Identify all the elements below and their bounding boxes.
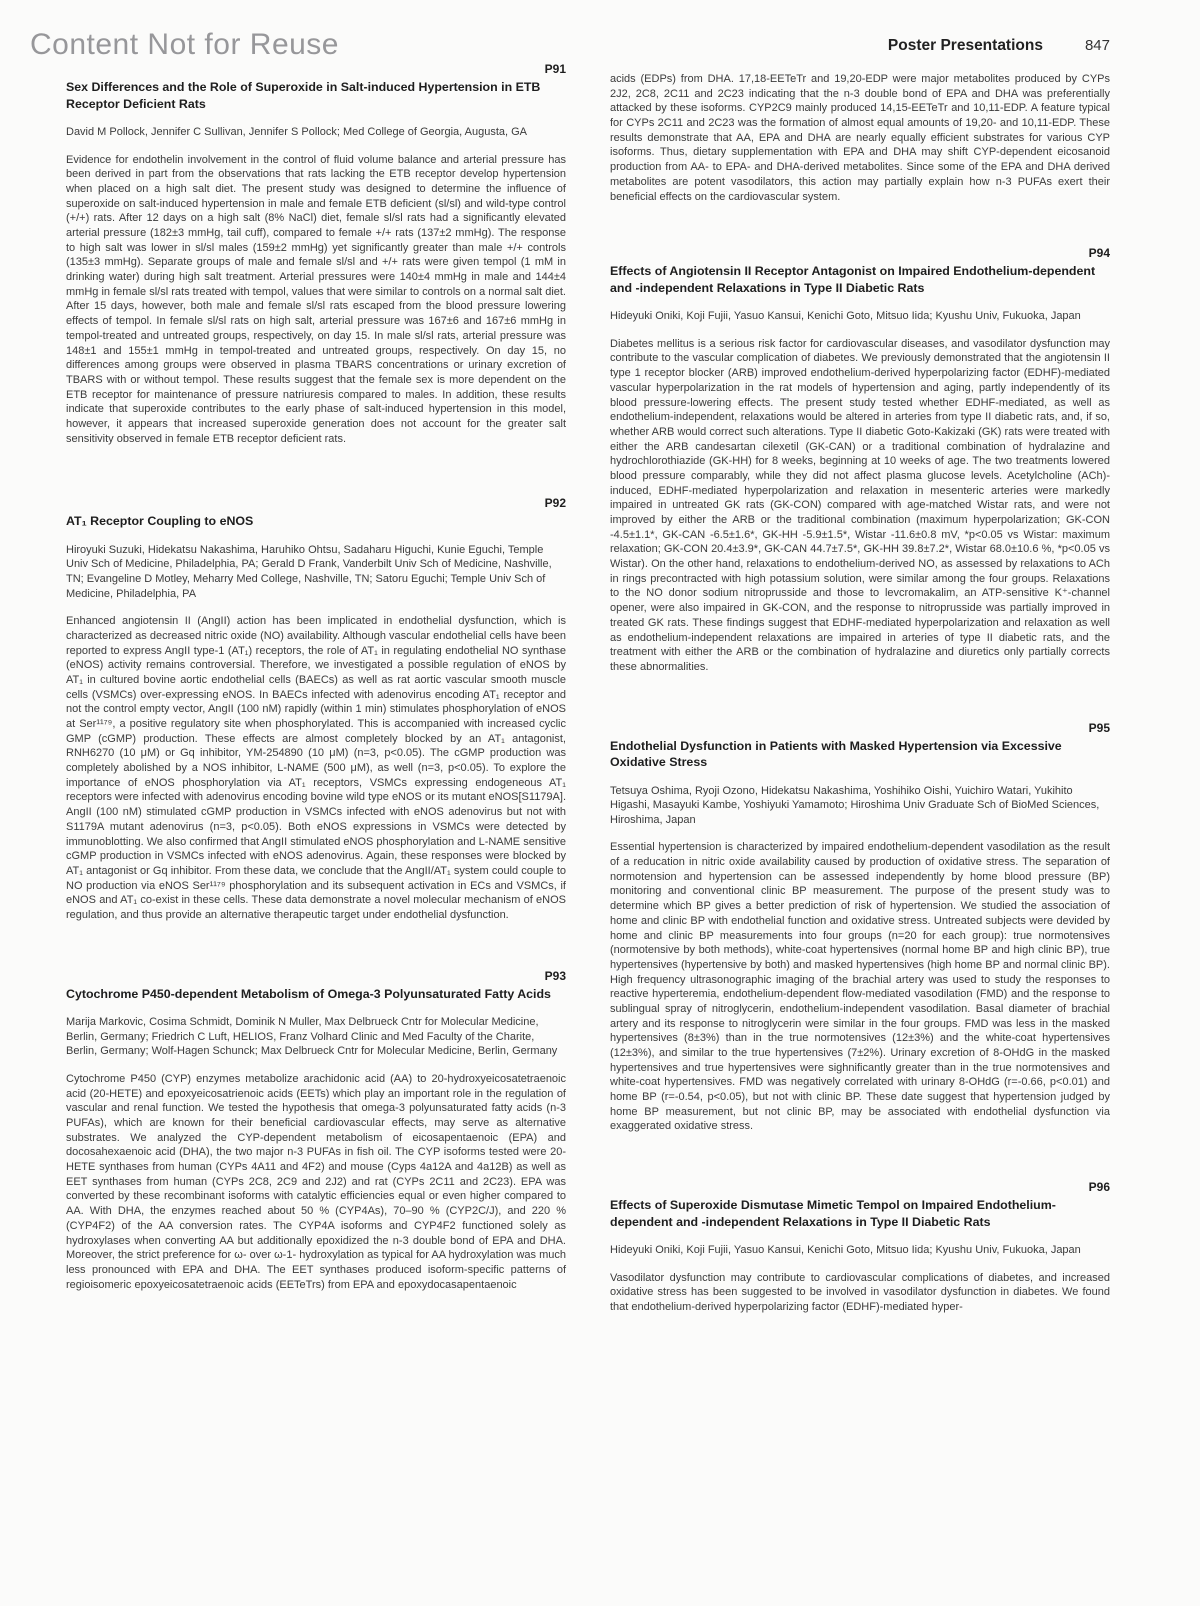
abstract-title: Effects of Superoxide Dismutase Mimetic Tempol on Impaired Endothelium-dependent and -independent Relaxations in Type II Diabetic Rats	[610, 1198, 1056, 1229]
right-column	[610, 72, 1110, 1315]
abstract-authors: Tetsuya Oshima, Ryoji Ozono, Hidekatsu Nakashima, Yoshihiko Oishi, Yuichiro Watari, Yukihito Higashi, Masayuki Kambe, Yoshiyuki Yamamoto; Hiroshima Univ Graduate Sch of BioMed Sciences, Hiroshima, Japan	[610, 784, 1100, 826]
abstract-p93-continuation: acids (EDPs) from DHA. 17,18-EETeTr and 19,20-EDP were major metabolites produced by CYPs 2J2, 2C8, 2C11 and 2C23 indicating that the n-3 double bond of EPA and DHA was preferentially attacked by these isoforms. CYP2C9 mainly produced 14,15-EETeTr and 10,11-EDP. A feature typical for CYPs 2C11 and 2C23 was the formation of almost equal amounts of 19,20- and 10,11-EDP. These results demonstrate that AA, EPA and DHA are nearly equally efficient substrates for various CYP isoforms. Thus, dietary supplementation with EPA and DHA may shift CYP-dependent eicosanoid production from AA- to EPA- and DHA-derived metabolites. Since some of the EPA and DHA derived metabolites are potent vasodilators, this action may partially explain how n-3 PUFAs exert their beneficial effects on the cardiovascular system.	[610, 73, 1110, 203]
abstract-title: Sex Differences and the Role of Superoxide in Salt-induced Hypertension in ETB Receptor Deficient Rats	[66, 80, 541, 111]
abstract-title: Cytochrome P450-dependent Metabolism of Omega-3 Polyunsaturated Fatty Acids	[66, 986, 551, 1001]
running-header	[610, 37, 1110, 55]
abstract-body: Enhanced angiotensin II (AngII) action has been implicated in endothelial dysfunction, which is characterized as decreased nitric oxide (NO) availability. Although vascular endothelial cells have been reported to express AngII type-1 (AT₁) receptors, the role of AT₁ in regulating endothelial NO synthase (eNOS) activity remains controversial. Therefore, we investigated a possible regulation of eNOS by AT₁ in cultured bovine aortic endothelial cells (BAECs) as well as rat aortic vascular smooth muscle cells (VSMCs) over-expressing eNOS. In BAECs infected with adenovirus encoding AT₁ receptor and not the control empty vector, AngII (100 nM) rapidly (within 1 min) stimulates phosphorylation of eNOS at Ser¹¹⁷⁹, a positive regulatory site when phosphorylated. This is accompanied with increased cyclic GMP (cGMP) production. These effects are almost completely blocked by an AT₁ antagonist, RNH6270 (10 μM) or Gq inhibitor, YM-254890 (10 μM) (n=3, p<0.05). The cGMP production was completely abolished by a NOS inhibitor, L-NAME (500 μM), as well (n=3, p<0.05). To explore the importance of eNOS phosphorylation via AT₁ receptors, VSMCs expressing endogeneous AT₁ receptors were infected with adenovirus encoding bovine wild type eNOS or its mutant eNOS[S1179A]. AngII (100 nM) stimulated cGMP production in VSMCs infected with eNOS adenovirus but not with S1179A mutant adenovirus (n=3, p<0.05). Both eNOS expressions in VSMCs were detected by immunoblotting. We also confirmed that AngII stimulated eNOS phosphorylation and L-NAME sensitive cGMP production in VSMCs infected with eNOS adenovirus. Again, these responses were blocked by AT₁ antagonist or Gq inhibitor. From these data, we conclude that the AngII/AT₁ system could couple to NO production via eNOS Ser¹¹⁷⁹ phosphorylation and its subsequent activation in ECs and VSMCs, if eNOS and AT₁ co-exist in these cells. These data demonstrate a novel molecular mechanism of eNOS regulation, and thus provide an alternative therapeutic target under endothelial dysfunction.	[66, 615, 566, 921]
abstract-authors: Hiroyuki Suzuki, Hidekatsu Nakashima, Haruhiko Ohtsu, Sadaharu Higuchi, Kunie Eguchi, Temple Univ Sch of Medicine, Philadelphia, PA; Gerald D Frank, Vanderbilt Univ Sch of Medicine, Nashville, TN; Evangeline D Motley, Meharry Med College, Nashville, TN; Satoru Eguchi; Temple Univ Sch of Medicine, Philadelphia, PA	[66, 543, 552, 600]
abstract-title: AT₁ Receptor Coupling to eNOS	[66, 514, 254, 529]
abstract-p94	[610, 246, 1110, 674]
abstract-number: P94	[1088, 246, 1110, 261]
abstract-body: Diabetes mellitus is a serious risk factor for cardiovascular diseases, and vasodilator dysfunction may contribute to the vascular complication of diabetes. We previously demonstrated that the angiotensin II type 1 receptor blocker (ARB) improved endothelium-derived hyperpolarizing factor (EDHF)-mediated vascular hyperpolarization in the rat models of hypertension and aging, partly independently of its blood pressure-lowering effects. The present study tested whether EDHF-mediated, as well as endothelium-independent, relaxations would be altered in arteries from type II diabetic rats, and, if so, whether ARB would correct such alterations. Type II diabetic Goto-Kakizaki (GK) rats were treated with either the ARB candesartan cilexetil (GK-CAN) or a traditional combination of hydralazine and hydrochlorothiazide (GK-HH) for 8 weeks, beginning at 10 weeks of age. The two treatments lowered blood pressure comparably, while they did not affect plasma glucose levels. Acetylcholine (ACh)-induced, EDHF-mediated hyperpolarization and relaxation in mesenteric arteries were markedly impaired in untreated GK rats (GK-CON) compared with age-matched Wistar rats, and were not improved by either the ARB or the traditional combination (maximum hyperpolarization; GK-CON -4.5±1.1*, GK-CAN -6.5±1.6*, GK-HH -5.9±1.5*, Wistar -11.6±0.8 mV, *p<0.05 vs Wistar: maximum relaxation; GK-CON 20.4±3.9*, GK-CAN 44.7±7.5*, GK-HH 39.8±7.2*, Wistar 68.0±10.6 %, *p<0.05 vs Wistar). On the other hand, relaxations to endothelium-derived NO, as assessed by relaxations to ACh in rings precontracted with high potassium solution, were similar among the four groups. Relaxations to the NO donor sodium nitroprusside and those to levcromakalim, an ATP-sensitive K⁺-channel opener, were also impaired in GK-CON, and the response to nitroprusside was partially improved in treated GK rats. These findings suggest that EDHF-mediated hyperpolarization and relaxation as well as endothelium-independent relaxations are impaired in arteries of type II diabetic rats, and the treatment with either the ARB or the combination of hydralazine and diuretics only partially corrects these abnormalities.	[610, 337, 1110, 673]
abstract-body: Cytochrome P450 (CYP) enzymes metabolize arachidonic acid (AA) to 20-hydroxyeicosatetraenoic acid (20-HETE) and epoxyeicosatrienoic acids (EETs) which play an important role in the regulation of vascular and renal function. We tested the hypothesis that omega-3 polyunsaturated fatty acids (n-3 PUFAs), which are known for their beneficial cardiovascular effects, may serve as alternative substrates. We analyzed the CYP-dependent metabolism of eicosapentaenoic (EPA) and docosahexaenoic acid (DHA), the two major n-3 PUFAs in fish oil. The CYP isoforms tested were 20-HETE synthases from human (CYPs 4A11 and 4F2) and mouse (Cyps 4a12A and 4a12B) as well as EET synthases from human (CYPs 2C8, 2C9 and 2J2) and rat (CYPs 2C11 and 2C23). EPA was converted by these recombinant isoforms with catalytic efficiencies equal or even higher compared to AA. With DHA, the enzymes reached about 50 % (CYP4As), 70–90 % (CYP2C/J), and 220 % (CYP4F2) of the AA conversion rates. The CYP4A isoforms and CYP4F2 functioned solely as hydroxylases when converting AA but additionally epoxidized the n-3 double bond of EPA and DHA. Moreover, the strict preference for ω- over ω-1- hydroxylation as typical for AA hydroxylation was much less pronounced with EPA and DHA. The EET synthases produced isoform-specific patterns of regioisomeric epoxyeicosatetraenoic acids (EETeTrs) from EPA and epoxydocasapentaenoic	[66, 1072, 566, 1291]
left-column	[66, 62, 566, 1292]
abstract-number: P95	[1088, 720, 1110, 735]
abstract-body: Essential hypertension is characterized by impaired endothelium-dependent vasodilation as the result of a reducation in nitric oxide availability caused by production of oxidative stress. The separation of normotension and hypertension can be assessed independently by home blood pressure (BP) monitoring and conventional clinic BP measurement. The purpose of the present study was to determine which BP gives a better prediction of risk of hypertension. We studied the association of home and clinic BP with endothelial function and oxidative stress. Untreated subjects were devided by home and clinic BP measurements into four groups (n=20 for each group): true normotensives (normotensive by both methods), white-coat hypertensives (normal home BP and high clinic BP), true hypertensives (hypertensive by both) and masked hypertensives (high home BP and normal clinic BP). High frequency ultrasonographic imaging of the brachial artery was used to study the responses to reactive hyperteremia, endothelium-dependent flow-mediated vasodilation (FMD) and the response to sublingual spray of nitroglycerin, endothelium-independent vasodilation. Basal diameter of brachial artery and its response to nitroglycerin were similar in the four groups. FMD was less in the masked hypertensives (8±3%) than in the true normotensives (12±3%) and the white-coat hypertensives (12±3%), and similar to the true hypertensives (7±2%). Urinary excretion of 8-OHdG in the masked hypertensives and true hypertensives were sighnificantly greater than in the true normotensives and white-coat hypertensives. FMD was negatively correlated with urinary 8-OHdG (r=-0.66, p<0.01) and home BP (r=-0.54, p<0.05), but not with clinic BP. These date suggest that hypertension judged by home BP measurement, but not clinic BP, may be associated with endothelial dysfunction via exaggerated oxidative stress.	[610, 841, 1110, 1133]
abstract-p91	[66, 62, 566, 446]
abstract-number: P92	[544, 496, 566, 511]
abstract-title: Effects of Angiotensin II Receptor Antagonist on Impaired Endothelium-dependent and -independent Relaxations in Type II Diabetic Rats	[610, 264, 1096, 295]
abstract-authors: Hideyuki Oniki, Koji Fujii, Yasuo Kansui, Kenichi Goto, Mitsuo Iida; Kyushu Univ, Fukuoka, Japan	[610, 310, 1081, 323]
abstract-p96	[610, 1180, 1110, 1315]
abstract-p95	[610, 721, 1110, 1135]
abstract-number: P91	[544, 62, 566, 76]
abstract-p92	[66, 496, 566, 922]
abstract-authors: Marija Markovic, Cosima Schmidt, Dominik N Muller, Max Delbrueck Cntr for Molecular Medicine, Berlin, Germany; Friedrich C Luft, HELIOS, Franz Volhard Clinic and Med Faculty of the Charite, Berlin, Germany; Wolf-Hagen Schunck; Max Delbrueck Cntr for Molecular Medicine, Berlin, Germany	[66, 1016, 558, 1058]
abstract-number: P96	[1088, 1180, 1110, 1195]
page-number: 847	[1084, 37, 1110, 54]
watermark-text: Content Not for Reuse	[30, 28, 339, 61]
running-header-title: Poster Presentations	[887, 37, 1043, 54]
abstract-title: Endothelial Dysfunction in Patients with Masked Hypertension via Excessive Oxidative Stress	[610, 738, 1062, 770]
abstract-p93	[66, 969, 566, 1293]
abstract-authors: David M Pollock, Jennifer C Sullivan, Jennifer S Pollock; Med College of Georgia, Augusta, GA	[66, 126, 528, 138]
abstract-authors: Hideyuki Oniki, Koji Fujii, Yasuo Kansui, Kenichi Goto, Mitsuo Iida; Kyushu Univ, Fukuoka, Japan	[610, 1244, 1081, 1257]
abstract-body: Evidence for endothelin involvement in the control of fluid volume balance and arterial pressure has been derived in part from the observations that rats lacking the ETB receptor develop hypertension when placed on a high salt diet. The present study was designed to determine the influence of superoxide on salt-induced hypertension in male and female ETB deficient (sl/sl) and wild-type control (+/+) rats. After 12 days on a high salt (8% NaCl) diet, female sl/sl rats had a significantly elevated arterial pressure (182±3 mmHg, tail cuff), compared to female +/+ rats (137±2 mmHg). The response to high salt was lower in sl/sl males (159±2 mmHg) yet significantly greater than male +/+ controls (135±3 mmHg). Separate groups of male and female sl/sl and +/+ rats were given tempol (1 mM in drinking water) during high salt treatment. Arterial pressures were 140±4 mmHg in male and 144±4 mmHg in female sl/sl rats treated with tempol, values that were similar to controls on a normal salt diet. After 15 days, however, both male and female sl/sl rats escaped from the blood pressure lowering effects of tempol. In female sl/sl rats on high salt, arterial pressure was 167±6 and 167±6 mmHg in tempol-treated and untreated groups, respectively, on day 15. In male sl/sl rats, arterial pressure was 148±1 and 155±1 mmHg in tempol-treated and untreated groups, respectively. On day 15, no differences among groups were observed in plasma TBARS concentrations or urinary excretion of TBARS with or without tempol. These results suggest that the female sex is more dependent on the ETB receptor for maintenance of pressure natriuresis compared to males. In addition, these results indicate that superoxide contributes to the early phase of salt-induced hypertension in this model, however, it appears that increased superoxide generation does not account for the greater salt sensitivity observed in female ETB receptor deficient rats.	[66, 153, 566, 445]
abstract-number: P93	[544, 968, 566, 983]
abstract-body: Vasodilator dysfunction may contribute to cardiovascular complications of diabetes, and increased oxidative stress has been suggested to be involved in vasodilator dysfunction in diabetes. We found that endothelium-derived hyperpolarizing factor (EDHF)-mediated hyper-	[610, 1271, 1110, 1314]
